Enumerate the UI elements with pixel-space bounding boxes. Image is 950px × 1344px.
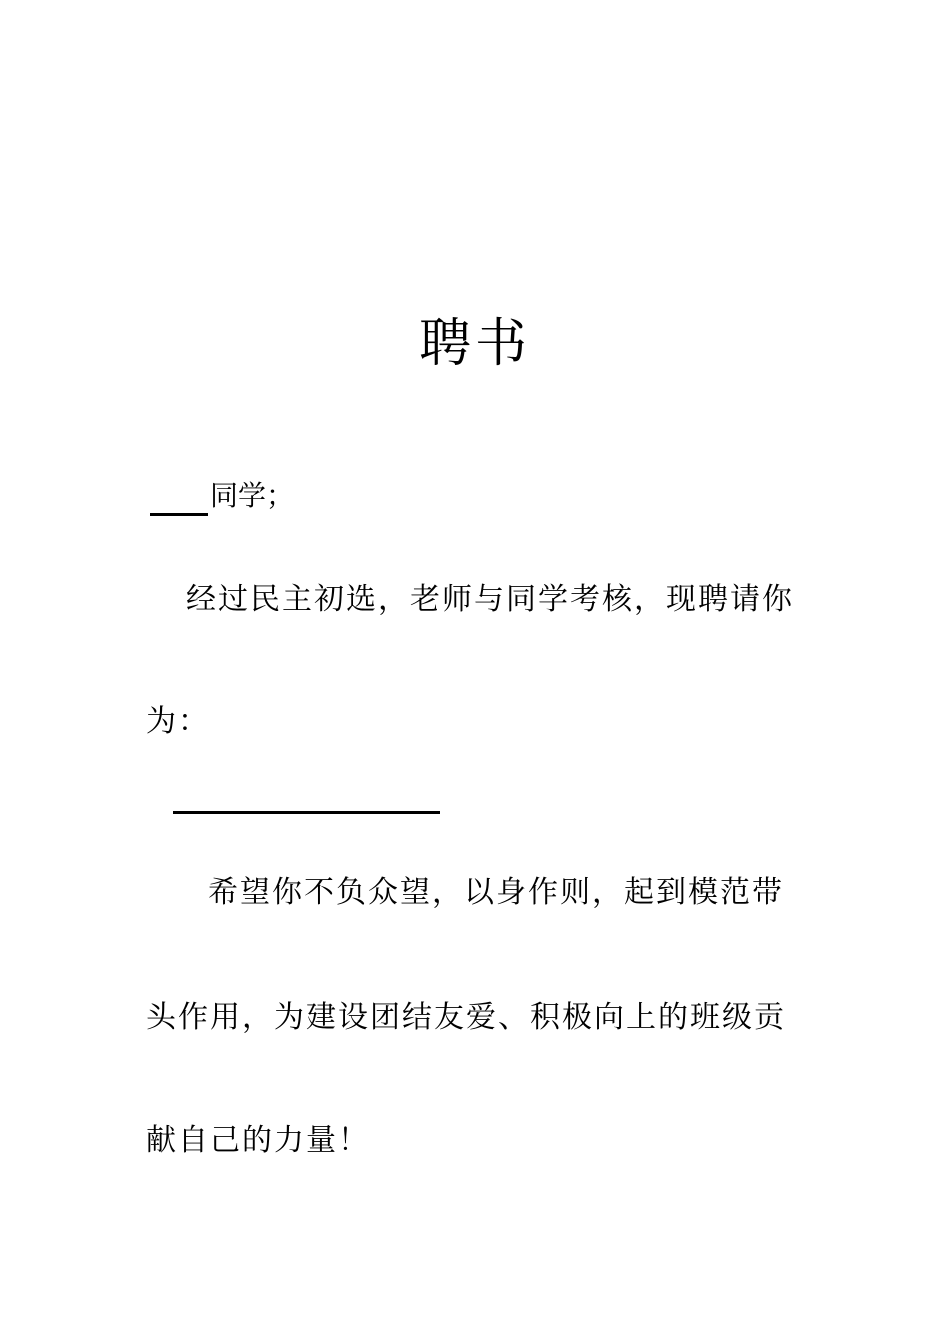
paragraph1-line1: 经过民主初选，老师与同学考核，现聘请你 <box>186 582 794 617</box>
paragraph2-line2: 头作用，为建设团结友爱、积极向上的班级贡 <box>146 1000 786 1035</box>
document-title: 聘书 <box>418 314 531 374</box>
role-blank-underline <box>173 811 440 814</box>
paragraph2-line1: 希望你不负众望，以身作则，起到模范带 <box>208 875 784 910</box>
salutation <box>150 476 294 516</box>
paragraph1-line2: 为： <box>146 704 210 739</box>
salutation-suffix: 同学； <box>210 479 295 512</box>
paragraph2-line3: 献自己的力量！ <box>146 1123 370 1158</box>
name-blank-underline <box>150 483 208 516</box>
